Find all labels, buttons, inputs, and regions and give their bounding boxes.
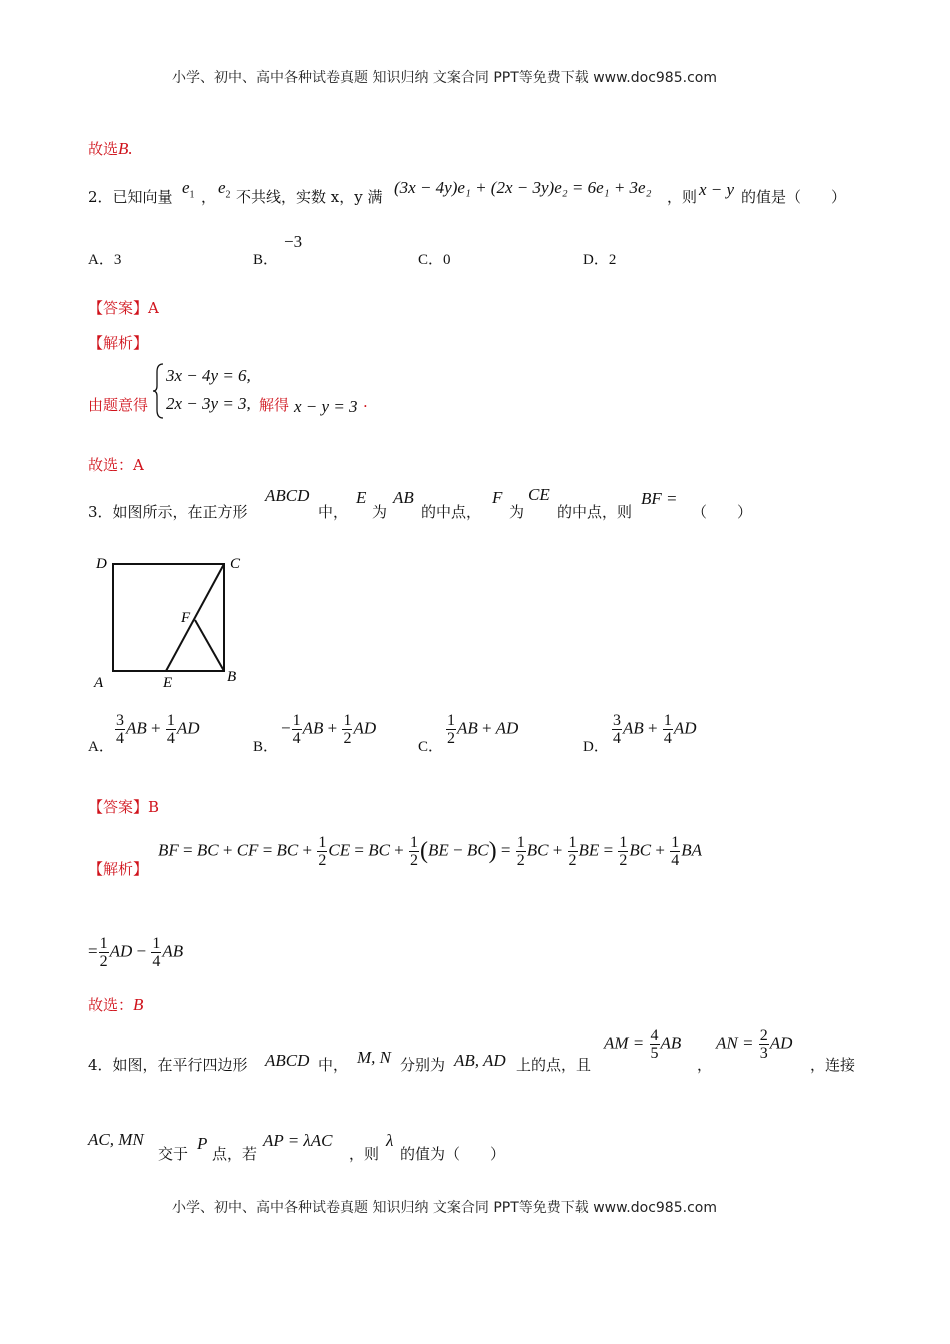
q2-option-a: A．3 <box>88 252 122 268</box>
prev-conclusion <box>88 138 133 159</box>
q4-stem-part6: 交于 <box>158 1145 189 1163</box>
q3-abcd: ABCD <box>265 486 310 505</box>
q4-lambda: λ <box>386 1131 394 1150</box>
q3-stem-part1: 3．如图所示，在正方形 <box>88 503 248 521</box>
frac: $\frac{1}{2}$ <box>99 935 108 970</box>
q3-bf: BF = <box>641 489 678 508</box>
q3-conclusion <box>88 994 143 1015</box>
q3-stem-part7: （ ） <box>692 503 753 521</box>
q2-stem-part4: 的值是（ ） <box>741 188 847 206</box>
q2-answer-label: 【答案】 <box>88 299 149 317</box>
q3-ab: AB <box>393 488 414 507</box>
prev-conclusion-value: B. <box>118 139 133 158</box>
q4-an-expr: AN = $\frac{2}{3}$ AD <box>716 1027 793 1062</box>
label-f: F <box>181 610 191 626</box>
q3-option-b-label: B． <box>253 739 279 755</box>
label-b: B <box>227 669 237 685</box>
q4-stem-part5: ，连接 <box>810 1056 856 1074</box>
q2-sep: ， <box>201 188 217 206</box>
q2-e1: $e_1$ <box>182 178 195 201</box>
q3-option-c-expr: $\frac{1}{2}$ AB + AD <box>447 712 519 747</box>
frac: $\frac{1}{4}$ <box>671 834 680 869</box>
q2-x-minus-y: x − y <box>699 180 735 199</box>
q3-f: F <box>492 488 503 507</box>
q2-option-c: C．0 <box>418 252 451 268</box>
q2-reason-prefix: 由题意得 <box>88 396 149 414</box>
q4-stem-part9: 的值为（ ） <box>400 1145 506 1163</box>
q2-formula: (3x − 4y)e₁ + (2x − 3y)e₂ = 6e₁ + 3e₂ <box>394 178 652 197</box>
frac: $\frac{1}{2}$ <box>619 834 628 869</box>
frac: $\frac{1}{4}$ <box>663 712 672 747</box>
q4-ap-expr: AP = λAC <box>263 1131 333 1150</box>
q2-reason-mid: 解得 <box>259 396 290 414</box>
q2-stem-part2: 不共线，实数 x，y 满 <box>236 188 383 206</box>
q4-stem-part1: 4．如图，在平行四边形 <box>88 1056 248 1074</box>
label-d: D <box>96 556 107 572</box>
q2-e2: $e_2$ <box>218 178 231 201</box>
q4-acmn: AC, MN <box>88 1130 144 1149</box>
q3-conclusion-value: B <box>133 995 144 1014</box>
q3-option-d-expr: $\frac{3}{4}$ AB + $\frac{1}{4}$ AD <box>613 712 697 747</box>
page-header: 小学、初中、高中各种试卷真题 知识归纳 文案合同 PPT等免费下载 www.doc985.com <box>172 70 717 86</box>
q3-option-c-label: C． <box>418 739 444 755</box>
q4-stem-part4: 上的点，且 <box>516 1056 592 1074</box>
q2-option-b-value: −3 <box>284 232 303 251</box>
q4-p: P <box>197 1134 208 1153</box>
q2-option-b: B． <box>253 252 279 268</box>
q4-stem-part3: 分别为 <box>400 1056 446 1074</box>
q4-stem-part7: 点，若 <box>212 1145 258 1163</box>
q2-analysis-label: 【解析】 <box>88 334 149 352</box>
q2-system-eq2: 2x − 3y = 3, <box>166 394 251 413</box>
label-c: C <box>230 556 241 572</box>
q2-option-d: D．2 <box>583 252 617 268</box>
q3-option-b-expr: − $\frac{1}{4}$ AB + $\frac{1}{2}$ AD <box>281 712 377 747</box>
frac: $\frac{1}{4}$ <box>152 935 161 970</box>
frac: $\frac{1}{4}$ <box>166 712 175 747</box>
q3-stem-part6: 的中点，则 <box>557 503 633 521</box>
q3-option-a-expr: $\frac{3}{4}$ AB + $\frac{1}{4}$ AD <box>116 712 200 747</box>
frac: $\frac{3}{4}$ <box>116 712 124 747</box>
square-abcd <box>113 564 224 671</box>
q3-stem-part3: 为 <box>372 503 388 521</box>
q2-system-brace <box>152 362 166 420</box>
q2-system-eq1: 3x − 4y = 6, <box>166 366 251 385</box>
q4-mn: M, N <box>357 1048 391 1067</box>
q4-stem-part2: 中， <box>318 1056 349 1074</box>
q3-answer <box>88 796 159 817</box>
frac: $\frac{1}{2}$ <box>410 834 419 869</box>
q4-abad: AB, AD <box>454 1051 506 1070</box>
q3-analysis-label: 【解析】 <box>88 860 149 878</box>
q2-stem-part3: ，则 <box>667 188 698 206</box>
frac: $\frac{3}{4}$ <box>613 712 621 747</box>
q3-option-a-label: A． <box>88 739 114 755</box>
label-e: E <box>163 675 173 691</box>
q3-derivation-line1: BF = BC + CF = BC + $\frac{1}{2}$ CE = BC + $\frac{1}{2}$ (BE − BC) = $\frac{1}{2}$ BC + $\frac{1}{2}$ BE = $\frac{1}{2}$ BC + $\frac{1}{4}$ BA <box>158 834 703 869</box>
frac: $\frac{1}{2}$ <box>343 712 352 747</box>
q4-comma: ， <box>697 1056 713 1074</box>
segment-fb <box>195 620 224 671</box>
q3-answer-value: B <box>148 798 160 816</box>
q3-square-figure <box>86 550 256 695</box>
q2-result: x − y = 3 <box>294 397 358 416</box>
q4-stem-part8: ，则 <box>349 1145 380 1163</box>
frac: $\frac{1}{2}$ <box>318 834 327 869</box>
page-footer: 小学、初中、高中各种试卷真题 知识归纳 文案合同 PPT等免费下载 www.doc985.com <box>172 1200 717 1216</box>
frac: $\frac{4}{5}$ <box>650 1027 659 1062</box>
q3-stem-part5: 为 <box>509 503 525 521</box>
q3-answer-label: 【答案】 <box>88 798 149 816</box>
frac: $\frac{1}{2}$ <box>516 834 525 869</box>
q3-stem-part4: 的中点， <box>421 503 482 521</box>
q3-stem-part2: 中， <box>318 503 349 521</box>
q4-abcd: ABCD <box>265 1051 310 1070</box>
q3-conclusion-label: 故选： <box>88 996 134 1014</box>
q2-answer-value: A <box>148 299 159 317</box>
label-a: A <box>94 675 104 691</box>
frac: $\frac{1}{2}$ <box>568 834 577 869</box>
q4-am-expr: AM = $\frac{4}{5}$ AB <box>604 1027 682 1062</box>
frac: $\frac{2}{3}$ <box>759 1027 768 1062</box>
q2-answer <box>88 297 159 318</box>
q2-stem-part1: 2．已知向量 <box>88 188 173 206</box>
q3-option-d-label: D． <box>583 739 609 755</box>
frac: $\frac{1}{2}$ <box>447 712 455 747</box>
frac: $\frac{1}{4}$ <box>292 712 301 747</box>
q3-derivation-line2: = $\frac{1}{2}$ AD − $\frac{1}{4}$ AB <box>88 935 184 970</box>
prev-conclusion-label: 故选 <box>88 140 119 158</box>
q2-conclusion: 故选：A <box>88 456 144 474</box>
q3-e: E <box>356 488 367 507</box>
q3-ce: CE <box>528 485 550 504</box>
q2-dot: · <box>363 397 368 415</box>
